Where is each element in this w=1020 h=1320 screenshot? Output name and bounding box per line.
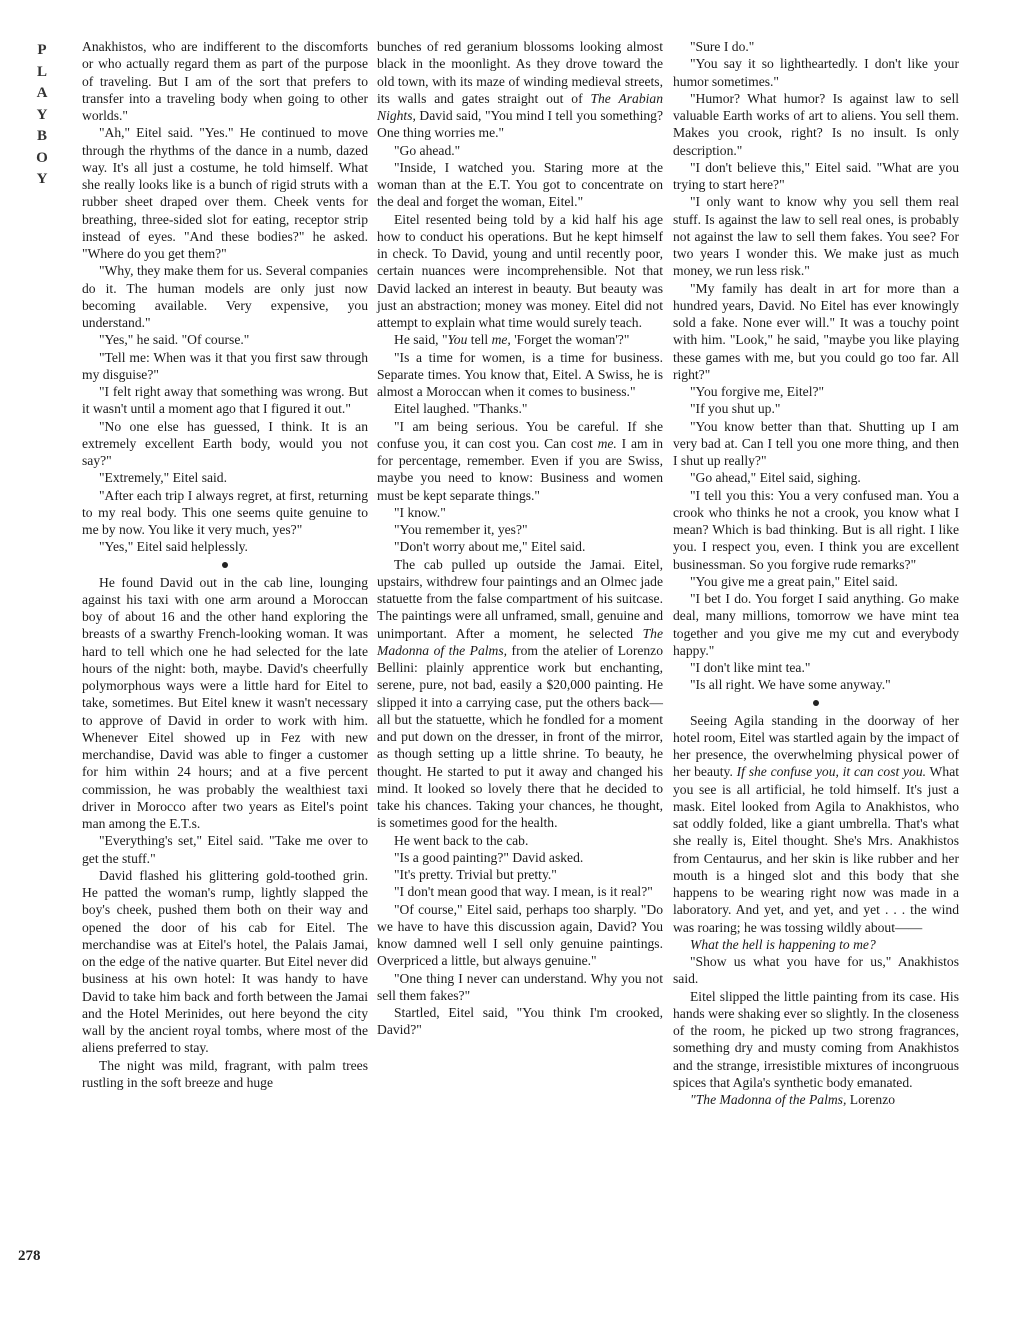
paragraph: "You remember it, yes?" xyxy=(394,522,528,537)
paragraph: "I don't like mint tea." xyxy=(690,660,811,675)
paragraph: bunches of red geranium blossoms looking almost black in the moonlight. As they drove toward the old town, with its maze of winding medieval streets, its walls and gates straight out of The Arabian Nights, David said, "You mind I tell you something? One thing worries me." xyxy=(377,39,663,141)
running-head-letter: Y xyxy=(36,106,48,123)
paragraph: "Is a time for women, is a time for business. Separate times. You know that, Eitel. A Swiss, he is almost a Moroccan when it comes to business." xyxy=(377,349,663,399)
paragraph: "Why, they make them for us. Several companies do it. The human models are only just now becoming available. Very expensive, you understand." xyxy=(82,263,368,330)
running-head-letter: O xyxy=(36,149,48,166)
paragraph: "I tell you this: You a very confused man. You a crook who thinks he not a crook, you know what I mean? Which is bad thinking. But is all right. I like you. I respect you, even. I think you are excellent businessman. So you forgive rude remarks?" xyxy=(673,487,959,572)
paragraph: The cab pulled up outside the Jamai. Eitel, upstairs, withdrew four paintings and an Olmec jade statuette from the false compartment of his suitcase. The paintings were all unframed, small, genuine and unimportant. After a moment, he selected The Madonna of the Palms, from the atelier of Lorenzo Bellini: plainly apprentice work but enchanting, serene, pure, not bad, easily a $20,000 painting. He slipped it into a carrying case, put the others back—all but the statuette, which he fondled for a moment and put down on the dresser, in front of the mirror, as though setting up a little shrine. To beauty, he thought. He started to put it away and changed his mind. It looked so lovely there that he decided to take his chances. Taking your chances, he thought, is sometimes good for the health. xyxy=(377,556,664,831)
paragraph: "Don't worry about me," Eitel said. xyxy=(394,539,586,555)
paragraph: "Tell me: When was it that you first saw through my disguise?" xyxy=(82,349,368,382)
paragraph: "Ah," Eitel said. "Yes." He continued to move through the rhythms of the dance in a numb, dazed way. It's all just a costume, he told himself. What she really looks like is a bunch of rigid struts with a rubber sheet draped over them. Cheek vents for breathing, three-sided slot for eating, receptor strip instead of eyes. "And these bodies?" he asked. "Where do you get them?" xyxy=(82,125,368,261)
running-head-letter: A xyxy=(36,85,48,101)
paragraph: "Go ahead," Eitel said, sighing. xyxy=(690,470,861,486)
paragraph: He went back to the cab. xyxy=(394,832,529,848)
paragraph: "Is all right. We have some anyway." xyxy=(690,677,891,693)
paragraph: The night was mild, fragrant, with palm trees rustling in the soft breeze and huge xyxy=(82,1057,368,1090)
running-head-letter: L xyxy=(36,63,47,80)
paragraph: "After each trip I always regret, at first, returning to my real body. This one seems quite genuine to me by now. You like it very much, yes?" xyxy=(82,487,368,537)
paragraph: Anakhistos, who are indifferent to the discomforts or who actually regard them as part of the purpose of traveling. But I am of the sort that prefers to transfer into a traveling body when going to other worlds." xyxy=(82,39,368,123)
paragraph: He said, "You tell me, 'Forget the woman'?" xyxy=(394,332,630,348)
paragraph: Eitel slipped the little painting from its case. His hands were shaking ever so slightly. In the closeness of the room, he picked up two strong fragrances, something dry and musty coming from Anakhistos and the strange, irresistible mixtures of incongruous spices that Agila's synthetic body emanated. xyxy=(673,988,959,1090)
paragraph: "Show us what you have for us," Anakhistos said. xyxy=(673,954,959,987)
paragraph: "I felt right away that something was wrong. But it wasn't until a moment ago that I figured it out." xyxy=(82,384,368,417)
paragraph: "I don't believe this," Eitel said. "What are you trying to start here?" xyxy=(673,159,959,192)
paragraph: "You know better than that. Shutting up I am very bad at. Can I tell you one more thing, and then I shut up really?" xyxy=(673,418,959,468)
paragraph: "I know." xyxy=(394,504,446,520)
paragraph: He found David out in the cab line, lounging against his taxi with one arm around a Moroccan boy of about 16 and the other hand exploring the breasts of a swarthy French-looking woman. It was hard to tell which one he had selected for the late hours of the night: both, maybe. David's cheerfully polymorphous ways were a little hard for Eitel to take, sometimes. But Eitel knew it wasn't necessary to approve of David in order to work with him. Whenever Eitel showed up in Fez with new merchandise, David was able to finger a customer for him within 24 hours; and at a five percent commission, he was probably the wealthiest taxi driver in Morocco after two years as Eitel's point man among the E.T.s. xyxy=(82,574,368,831)
paragraph: Startled, Eitel said, "You think I'm crooked, David?" xyxy=(377,1005,663,1038)
paragraph: Seeing Agila standing in the doorway of her hotel room, Eitel was startled again by the impact of her presence, the overwhelming physical power of her beauty. If she confuse you, it can cost you. What you see is all artificial, he told himself. It's just a mask. Eitel looked from Agila to Anakhistos, who sat oddly folded, like a giant umbrella. That's what she really is, Eitel thought. She's Mrs. Anakhistos from Centaurus, and her skin is like rubber and her mouth is a hinged slot and this body that she happens to be wearing right now was made in a laboratory. And yet, and yet, and yet . . . the wind was roaring; he was tossing wildly about—— xyxy=(673,712,959,935)
running-head-letter: B xyxy=(36,128,47,144)
paragraph: "Yes," Eitel said helplessly. xyxy=(99,539,248,555)
paragraph: "You give me a great pain," Eitel said. xyxy=(690,573,898,589)
paragraph: "I don't mean good that way. I mean, is it real?" xyxy=(394,884,653,900)
paragraph: "You forgive me, Eitel?" xyxy=(690,384,825,399)
page-number: 278 xyxy=(18,1248,41,1264)
paragraph: "I am being serious. You be careful. If she confuse you, it can cost you. Can cost me. I am in for percentage, remember. Even if you are Swiss, maybe you need to know: Business and women must be kept separate things." xyxy=(377,418,663,503)
paragraph: "You say it so lightheartedly. I don't like your humor sometimes." xyxy=(673,56,959,89)
paragraph: "It's pretty. Trivial but pretty." xyxy=(394,867,557,882)
paragraph: Eitel resented being told by a kid half his age how to conduct his operations. But he kept himself in check. To David, young and until recently poor, certain nuances were incomprehensible. Not that David lacked an interest in beauty. But beauty was just an abstraction; money was money. Eitel did not attempt to explain what time would surely teach. xyxy=(377,211,663,330)
running-head xyxy=(22,42,62,193)
text-column-1 xyxy=(82,38,368,1091)
paragraph: "Humor? What humor? Is against law to sell valuable Earth works of art to aliens. You sell them. Makes you crook, right? Is no insult. Is only description." xyxy=(673,90,959,158)
paragraph: Eitel laughed. "Thanks." xyxy=(394,401,528,417)
paragraph: David flashed his glittering gold-toothed grin. He patted the woman's rump, lightly slapped the boy's cheek, pushed them both on their way and opened the door of his cab for Eitel. The merchandise was at Eitel's hotel, the Palais Jamai, on the edge of the native quarter. But Eitel never did business at his own hotel: It was handy to have David to take him back and forth between the Jamai and the Hotel Merinides, out here beyond the city wall by the ancient royal tombs, where most of the aliens preferred to stay. xyxy=(82,867,368,1056)
paragraph: "Go ahead." xyxy=(394,142,461,158)
paragraph: "I bet I do. You forget I said anything. Go make deal, many millions, tomorrow we have mint tea together and you give me my cut and everybody happy." xyxy=(673,591,959,658)
paragraph: "Sure I do." xyxy=(690,39,755,54)
paragraph: "If you shut up." xyxy=(690,401,781,417)
paragraph: "My family has dealt in art for more than a hundred years, David. No Eitel has ever knowingly sold a fake. None ever will." It was a touchy point with him. "Look," he said, "maybe you like playing these games with me, but you could go too far. All right?" xyxy=(673,280,959,382)
paragraph: "Inside, I watched you. Staring more at the woman than at the E.T. You got to concentrate on the deal and forget the woman, Eitel." xyxy=(377,159,663,210)
paragraph: "I only want to know why you sell them real stuff. Is against the law to sell real ones, is probably not against the law to sell them fakes. You see? For two years I wonder this. We make just as much money, we run less risk." xyxy=(673,194,959,279)
paragraph: "One thing I never can understand. Why you not sell them fakes?" xyxy=(377,970,663,1003)
text-column-3 xyxy=(673,38,959,1108)
paragraph: "Extremely," Eitel said. xyxy=(99,470,227,486)
paragraph: What the hell is happening to me? xyxy=(690,936,876,952)
section-break-bullet xyxy=(82,556,368,574)
running-head-letter: P xyxy=(37,42,47,58)
section-break-bullet xyxy=(673,694,959,712)
paragraph: "No one else has guessed, I think. It is an extremely excellent Earth body, would you not say?" xyxy=(82,418,368,468)
paragraph: "The Madonna of the Palms, Lorenzo xyxy=(690,1092,896,1107)
text-column-2 xyxy=(377,38,663,1039)
paragraph: "Of course," Eitel said, perhaps too sharply. "Do we have to have this discussion again, David? You know damned well I sell only genuine paintings. Overpriced a little, but always genuine." xyxy=(377,901,663,969)
running-head-letter: Y xyxy=(36,171,48,187)
paragraph: "Everything's set," Eitel said. "Take me over to get the stuff." xyxy=(82,833,368,866)
paragraph: "Is a good painting?" David asked. xyxy=(394,849,584,865)
paragraph: "Yes," he said. "Of course." xyxy=(99,332,250,348)
